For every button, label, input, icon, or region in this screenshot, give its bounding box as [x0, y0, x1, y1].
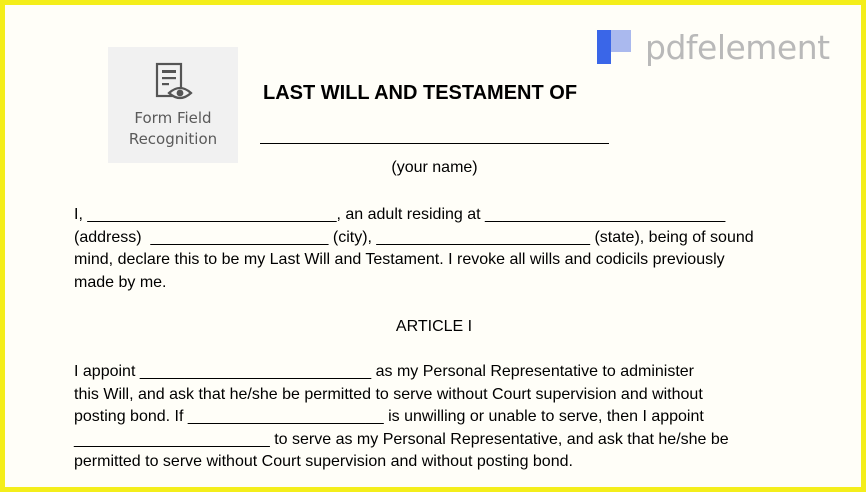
paragraph-line: mind, declare this to be my Last Will and Testament. I revoke all wills and codicils previously: [74, 251, 725, 269]
article-heading: ARTICLE I: [395, 318, 473, 336]
paragraph-line: made by me.: [74, 273, 167, 291]
document-body: [74, 204, 834, 474]
form-field-label-line2: Recognition: [128, 130, 218, 148]
paragraph-line: posting bond. If ______________________ is unwilling or unable to serve, then I appoint: [74, 408, 704, 426]
form-scan-icon: [153, 62, 193, 102]
form-field-recognition-button[interactable]: [108, 47, 238, 163]
paragraph-line: this Will, and ask that he/she be permitted to serve without Court supervision and without: [74, 385, 703, 403]
document-page: [5, 5, 861, 487]
paragraph-line: I, ____________________________, an adult residing at ___________________________: [74, 206, 726, 223]
paragraph-line: ______________________ to serve as my Personal Representative, and ask that he/she be: [74, 430, 729, 448]
form-field-label-line1: Form Field: [134, 109, 212, 127]
pdfelement-logo: [597, 27, 830, 67]
paragraph-line: I appoint __________________________ as my Personal Representative to administer: [74, 362, 694, 380]
name-blank-line[interactable]: [260, 143, 609, 144]
brand-name: pdfelement: [645, 27, 830, 67]
document-title: LAST WILL AND TESTAMENT OF: [263, 82, 578, 104]
name-hint: (your name): [391, 159, 478, 176]
paragraph-line: permitted to serve without Court supervision and without posting bond.: [74, 453, 573, 471]
paragraph-line: (address) ____________________ (city), ________________________ (state), being of sound: [74, 228, 754, 246]
pdfelement-logo-icon: [597, 30, 631, 64]
